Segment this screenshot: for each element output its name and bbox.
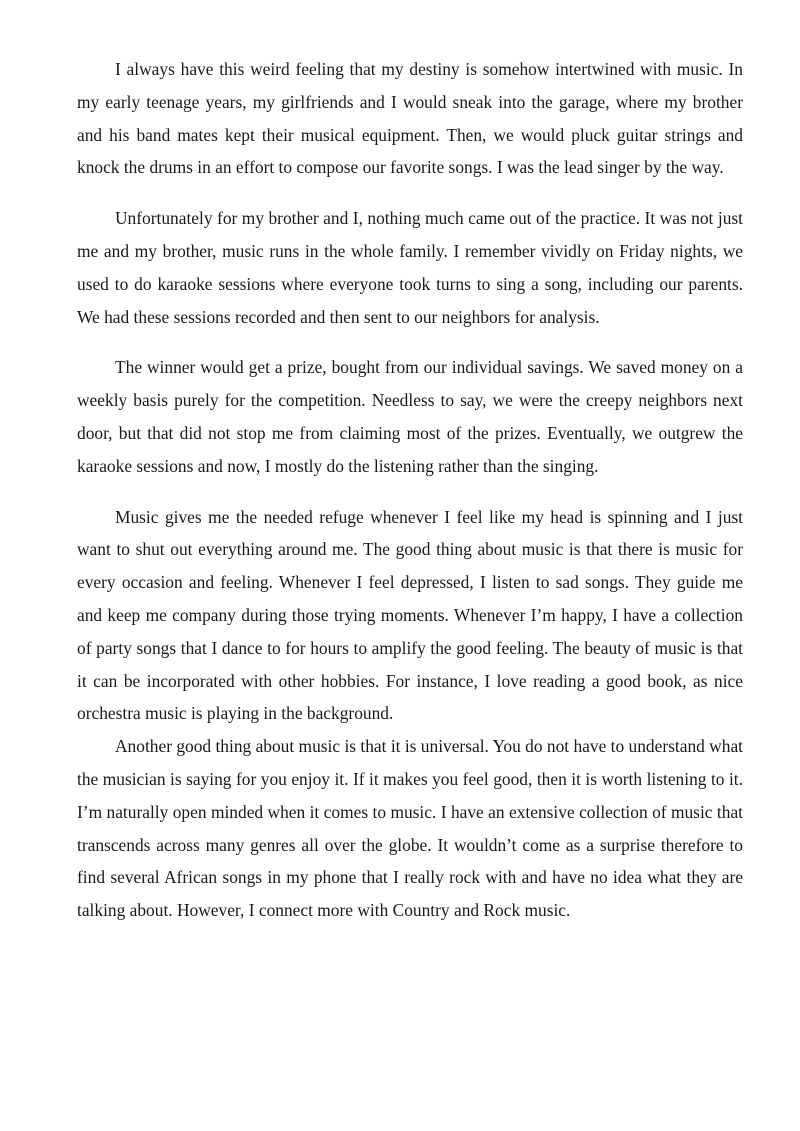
paragraph-2: Unfortunately for my brother and I, nothing much came out of the practice. It was not just me and my brother, music runs in the whole family. I remember vividly on Friday nights, we used to do karaoke sessions where everyone took turns to sing a song, including our parents. We had these sessions recorded and then sent to our neighbors for analysis. bbox=[77, 208, 743, 327]
paragraph-1: I always have this weird feeling that my destiny is somehow intertwined with music. In my early teenage years, my girlfriends and I would sneak into the garage, where my brother and his band mates kept their musical equipment. Then, we would pluck guitar strings and knock the drums in an effort to compose our favorite songs. I was the lead singer by the way. bbox=[77, 59, 743, 178]
paragraph-4: Music gives me the needed refuge whenever I feel like my head is spinning and I just want to shut out everything around me. The good thing about music is that there is music for every occasion and feeling. Whenever I feel depressed, I listen to sad songs. They guide me and keep me company during those trying moments. Whenever I’m happy, I have a collection of party songs that I dance to for hours to amplify the good feeling. The beauty of music is that it can be incorporated with other hobbies. For instance, I love reading a good book, as nice orchestra music is playing in the background. bbox=[77, 506, 743, 724]
paragraph-5: Another good thing about music is that it is universal. You do not have to understand what the musician is saying for you enjoy it. If it makes you feel good, then it is worth listening to it. I’m naturally open minded when it comes to music. I have an extensive collection of music that transcends across many genres all over the globe. It wouldn’t come as a surprise therefore to find several African songs in my phone that I really rock with and have no idea what they are talking about. However, I connect more with Country and Rock music. bbox=[77, 736, 743, 921]
paragraph-3: The winner would get a prize, bought from our individual savings. We saved money on a weekly basis purely for the competition. Needless to say, we were the creepy neighbors next door, but that did not stop me from claiming most of the prizes. Eventually, we outgrew the karaoke sessions and now, I mostly do the listening rather than the singing. bbox=[77, 357, 743, 476]
